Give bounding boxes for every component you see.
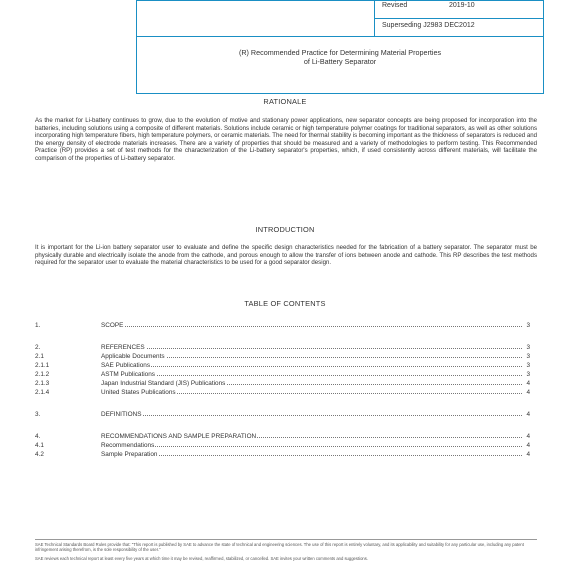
toc-number: 2.1.2	[35, 371, 50, 378]
toc-title: Japan Industrial Standard (JIS) Publications	[101, 380, 226, 387]
toc-row[interactable]	[35, 388, 530, 397]
toc-page: 3	[526, 362, 530, 369]
document-title	[150, 48, 530, 66]
toc-row[interactable]	[35, 352, 530, 361]
toc-leader	[101, 455, 522, 456]
header-frame-right	[543, 0, 544, 93]
toc-row[interactable]	[35, 410, 530, 419]
toc-number: 2.1	[35, 353, 44, 360]
toc-title: REFERENCES	[101, 344, 145, 351]
toc-page: 4	[526, 380, 530, 387]
toc-title: United States Publications	[101, 389, 176, 396]
toc-title: Applicable Documents	[101, 353, 165, 360]
toc-number: 2.1.4	[35, 389, 50, 396]
header-rule-mid	[374, 18, 544, 19]
toc-page: 3	[526, 371, 530, 378]
toc-title: SAE Publications	[101, 362, 151, 369]
toc-number: 4.	[35, 433, 41, 440]
introduction-text: It is important for the Li-ion battery separator user to evaluate and define the specific design characteristics needed for the fabrication of a battery separator. The separator must be physically durable and electrically isolate the anode from the cathode, and porous enough to allow the transfer of ions between anode and cathode. This RP describes the test methods required for the separator user to evaluate the material characteristics to be used for a good separator design.	[35, 244, 537, 267]
header-rule-title-top	[136, 36, 544, 37]
header-frame-left	[136, 0, 137, 93]
toc-number: 2.1.3	[35, 380, 50, 387]
toc-title: RECOMMENDATIONS AND SAMPLE PREPARATION	[101, 433, 257, 440]
toc-row[interactable]	[35, 370, 530, 379]
rationale-text: As the market for Li-battery continues to grow, due to the evolution of motive and stationary power applications, new separator concepts are being proposed for incorporation into the batteries, including solutions using a composite of different materials. Solutions include ceramic or high temperature polymer coatings for traditional separators, as well as other solutions incorporating high temperature fibers, high temperature polymers, or ceramic materials. The need for thermal stability is becoming important as the thickness of separators is reduced and the energy density of electrode materials increases. There are a variety of properties that should be measured and a variety of methodologies to perform testing. This Recommended Practice (RP) provides a set of test methods for the characterization of the Li-battery separator's properties, which, if used consistently across different materials, will facilitate the comparison of the properties of Li-battery separator.	[35, 117, 537, 162]
toc-title: ASTM Publications	[101, 371, 155, 378]
toc-leader	[101, 366, 522, 367]
toc-title: Sample Preparation	[101, 451, 158, 458]
toc-leader	[101, 415, 522, 416]
document-title-line2: of Li-Battery Separator	[303, 57, 377, 66]
toc-number: 1.	[35, 322, 41, 329]
revised-date: 2019-10	[449, 2, 475, 9]
footer-review-notice: SAE reviews each technical report at least every five years at which time it may be revised, reaffirmed, stabilized, or cancelled. SAE invites your written comments and suggestions.	[35, 556, 368, 561]
toc-page: 4	[526, 411, 530, 418]
toc-leader	[101, 348, 522, 349]
toc-number: 2.	[35, 344, 41, 351]
toc-row[interactable]	[35, 432, 530, 441]
superseding-label: Superseding J2983 DEC2012	[382, 22, 475, 29]
toc-number: 3.	[35, 411, 41, 418]
toc-number: 4.2	[35, 451, 44, 458]
toc-row[interactable]	[35, 441, 530, 450]
footer-notice: SAE Technical Standards Board Rules provide that: "This report is published by SAE to advance the state of technical and engineering sciences. The use of this report is entirely voluntary, and its applicability and suitability for any particular use, including any patent infringement arising therefrom, is the sole responsibility of the user."	[35, 542, 524, 553]
toc-leader	[101, 446, 522, 447]
header-rule-title-bottom	[136, 93, 544, 94]
toc-title: DEFINITIONS	[101, 411, 142, 418]
toc-number: 2.1.1	[35, 362, 50, 369]
toc-page: 3	[526, 344, 530, 351]
header-rule-top	[136, 0, 544, 1]
toc-row[interactable]	[35, 343, 530, 352]
toc-row[interactable]	[35, 361, 530, 370]
revised-label: Revised	[382, 2, 408, 9]
toc-page: 4	[526, 451, 530, 458]
document-title-line1: (R) Recommended Practice for Determining Material Properties	[238, 48, 442, 57]
toc-leader	[101, 375, 522, 376]
toc-title: SCOPE	[101, 322, 124, 329]
toc-leader	[101, 326, 522, 327]
toc-number: 4.1	[35, 442, 44, 449]
toc-page: 3	[526, 353, 530, 360]
toc-heading: TABLE OF CONTENTS	[244, 299, 326, 308]
toc-page: 3	[526, 322, 530, 329]
toc-page: 4	[526, 442, 530, 449]
toc-row[interactable]	[35, 321, 530, 330]
toc-row[interactable]	[35, 379, 530, 388]
toc-row[interactable]	[35, 450, 530, 459]
toc-page: 4	[526, 389, 530, 396]
toc-page: 4	[526, 433, 530, 440]
rationale-heading: RATIONALE	[263, 97, 307, 106]
footer-rule	[35, 539, 537, 540]
introduction-heading: INTRODUCTION	[255, 225, 315, 234]
toc-title: Recommendations	[101, 442, 155, 449]
